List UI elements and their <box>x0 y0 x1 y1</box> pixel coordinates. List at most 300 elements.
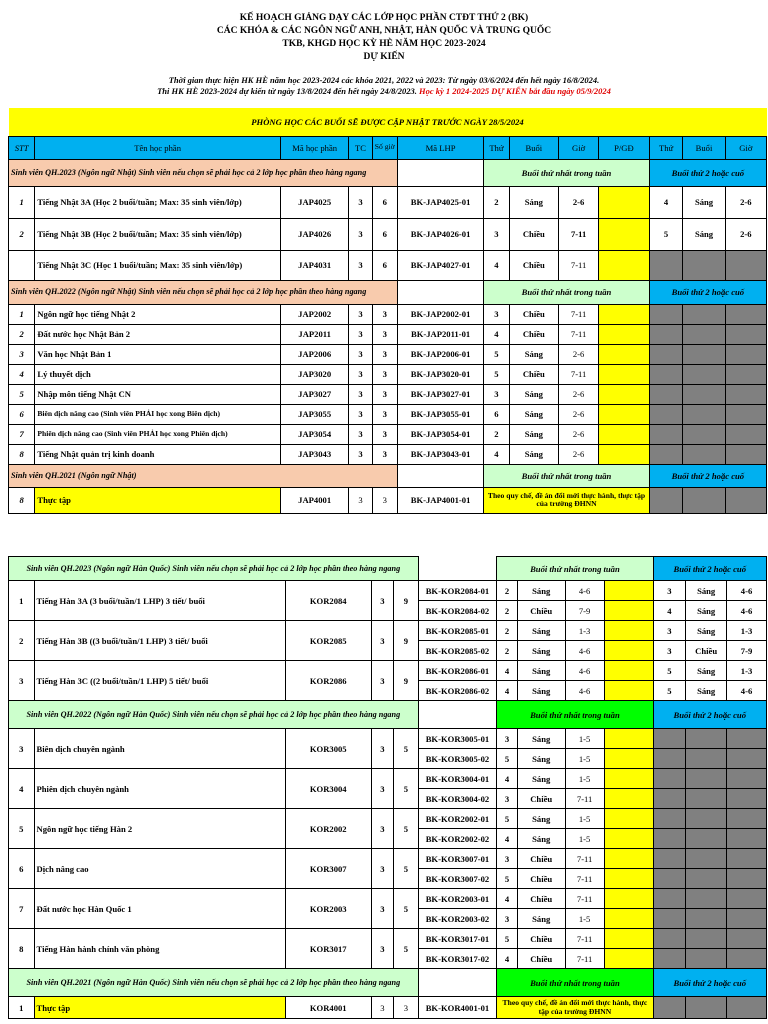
session: Sáng <box>517 641 565 661</box>
course-name: Tiếng Nhật 3A (Học 2 buổi/tuần; Max: 35 sinh viên/lớp) <box>35 186 281 218</box>
spacer <box>418 701 497 729</box>
room <box>604 749 653 769</box>
course-code: KOR2086 <box>285 661 371 701</box>
session-2: Sáng <box>686 581 727 601</box>
table-row <box>9 969 767 997</box>
row-stt: 1 <box>9 186 35 218</box>
header-time-2: Giờ <box>725 136 766 159</box>
table-row <box>9 487 767 513</box>
semester-note: Học kỳ 1 2024-2025 DỰ KIẾN bắt đầu ngày 05/9/2024 <box>416 86 611 96</box>
day: 4 <box>497 661 517 681</box>
session-2 <box>683 404 725 424</box>
session-2 <box>683 344 725 364</box>
table-row <box>9 889 767 909</box>
course-name: Tiếng Hàn 3A (3 buổi/tuần/1 LHP) 3 tiết/ buổi <box>34 581 285 621</box>
class-code: BK-KOR2002-02 <box>418 829 497 849</box>
room-update-banner: PHÒNG HỌC CÁC BUỔI SẼ ĐƯỢC CẬP NHẬT TRƯỚC NGÀY 28/5/2024 <box>9 108 767 136</box>
doc-title-1: KẾ HOẠCH GIẢNG DẠY CÁC LỚP HỌC PHẦN CTĐT THỨ 2 (BK) <box>239 13 529 23</box>
day-2 <box>649 384 683 404</box>
session: Sáng <box>517 681 565 701</box>
table-row <box>9 159 767 186</box>
day: 2 <box>484 186 509 218</box>
spacer <box>397 159 483 186</box>
course-code: JAP3055 <box>280 404 349 424</box>
credits: 3 <box>371 581 393 621</box>
second-session-label: Buổi thứ 2 hoặc cuố <box>653 557 766 581</box>
session: Chiều <box>509 324 559 344</box>
time-2 <box>725 404 766 424</box>
session-2 <box>686 849 727 869</box>
session-2: Sáng <box>686 681 727 701</box>
group-title: Sinh viên QH.2022 (Ngôn ngữ Nhật) Sinh viên nếu chọn sẽ phải học cả 2 lớp học phần theo hàng ngang <box>9 280 398 304</box>
table-row <box>9 324 767 344</box>
course-code: KOR3005 <box>285 729 371 769</box>
table-row <box>9 997 767 1019</box>
credits: 3 <box>371 769 393 809</box>
room <box>604 789 653 809</box>
session: Sáng <box>517 829 565 849</box>
first-session-label: Buổi thứ nhất trong tuần <box>497 969 653 997</box>
time-2: 2-6 <box>725 186 766 218</box>
class-code: BK-JAP3055-01 <box>397 404 483 424</box>
session: Sáng <box>509 404 559 424</box>
day-2 <box>653 789 686 809</box>
course-name: Tiếng Hàn 3C ((2 buổi/tuần/1 LHP) 5 tiết/ buổi <box>34 661 285 701</box>
course-name: Tiếng Nhật 3B (Học 2 buổi/tuần; Max: 35 sinh viên/lớp) <box>35 218 281 250</box>
class-code: BK-JAP3054-01 <box>397 424 483 444</box>
credits: 3 <box>349 250 372 280</box>
course-code: JAP4026 <box>280 218 349 250</box>
hours: 5 <box>394 889 419 929</box>
time: 4-6 <box>565 661 604 681</box>
table-row <box>9 809 767 829</box>
class-code: BK-KOR2086-02 <box>418 681 497 701</box>
row-stt: 6 <box>9 849 35 889</box>
day: 2 <box>497 601 517 621</box>
time-2 <box>727 849 767 869</box>
time: 7-11 <box>565 889 604 909</box>
class-code: BK-KOR3007-02 <box>418 869 497 889</box>
session-2 <box>686 749 727 769</box>
session-2 <box>683 444 725 464</box>
credits: 3 <box>371 809 393 849</box>
table-row <box>9 108 767 136</box>
hours: 6 <box>372 250 397 280</box>
time: 7-11 <box>559 364 599 384</box>
day-2 <box>649 344 683 364</box>
room <box>604 641 653 661</box>
table-row <box>9 404 767 424</box>
row-stt: 2 <box>9 324 35 344</box>
course-code: JAP2006 <box>280 344 349 364</box>
hours: 5 <box>394 729 419 769</box>
course-name: Biên dịch nâng cao (Sinh viên PHẢI học xong Biên dịch) <box>35 404 281 424</box>
day: 3 <box>484 304 509 324</box>
day: 3 <box>497 729 517 749</box>
hours: 3 <box>372 324 397 344</box>
course-name: Thực tập <box>35 487 281 513</box>
table-row <box>9 424 767 444</box>
internship-rule: Theo quy chế, đề án đổi mới thực hành, thực tập của trường ĐHNN <box>484 487 649 513</box>
time: 2-6 <box>559 444 599 464</box>
time: 7-11 <box>565 869 604 889</box>
hours: 3 <box>372 444 397 464</box>
day-2: 5 <box>649 218 683 250</box>
room <box>599 304 650 324</box>
time-2 <box>727 829 767 849</box>
credits: 3 <box>349 424 372 444</box>
day-2 <box>653 929 686 949</box>
time-2 <box>727 949 767 969</box>
class-code: BK-KOR4001-01 <box>418 997 497 1019</box>
hours: 3 <box>372 344 397 364</box>
table-row <box>9 280 767 304</box>
hours: 5 <box>394 809 419 849</box>
class-code: BK-KOR3004-01 <box>418 769 497 789</box>
time: 2-6 <box>559 404 599 424</box>
table-row <box>9 444 767 464</box>
class-code: BK-KOR2086-01 <box>418 661 497 681</box>
doc-title-2: CÁC KHÓA & CÁC NGÔN NGỮ ANH, NHẬT, HÀN QUỐC VÀ TRUNG QUỐC <box>216 26 552 36</box>
table-row <box>9 344 767 364</box>
room <box>599 324 650 344</box>
first-session-label: Buổi thứ nhất trong tuần <box>497 701 653 729</box>
session-2: Sáng <box>686 601 727 621</box>
day: 3 <box>484 384 509 404</box>
session-2 <box>686 829 727 849</box>
time: 1-5 <box>565 769 604 789</box>
room <box>599 444 650 464</box>
time: 2-6 <box>559 186 599 218</box>
course-name: Phiên dịch nâng cao (Sinh viên PHẢI học xong Phiên dịch) <box>35 424 281 444</box>
class-code: BK-JAP3020-01 <box>397 364 483 384</box>
row-stt: 2 <box>9 621 35 661</box>
hours: 6 <box>372 218 397 250</box>
room <box>599 404 650 424</box>
day: 4 <box>484 250 509 280</box>
time: 1-3 <box>565 621 604 641</box>
time-2 <box>727 749 767 769</box>
time-2 <box>725 250 766 280</box>
row-stt: 7 <box>9 889 35 929</box>
credits: 3 <box>349 304 372 324</box>
class-code: BK-JAP4027-01 <box>397 250 483 280</box>
time: 1-5 <box>565 809 604 829</box>
course-name: Phiên dịch chuyên ngành <box>34 769 285 809</box>
course-code: KOR3004 <box>285 769 371 809</box>
class-code: BK-KOR2002-01 <box>418 809 497 829</box>
class-code: BK-JAP2006-01 <box>397 344 483 364</box>
day: 5 <box>484 364 509 384</box>
table-row <box>9 218 767 250</box>
day-2 <box>653 849 686 869</box>
session-2: Chiều <box>686 641 727 661</box>
hours: 9 <box>394 621 419 661</box>
day: 4 <box>497 769 517 789</box>
row-stt: 8 <box>9 444 35 464</box>
class-code: BK-KOR3005-01 <box>418 729 497 749</box>
row-stt: 5 <box>9 809 35 849</box>
day: 2 <box>497 581 517 601</box>
time-2 <box>725 304 766 324</box>
time-2 <box>725 364 766 384</box>
time-2 <box>727 869 767 889</box>
session-2: Sáng <box>686 661 727 681</box>
day-2 <box>649 424 683 444</box>
time: 7-11 <box>565 849 604 869</box>
row-stt: 3 <box>9 344 35 364</box>
course-name: Tiếng Nhật 3C (Học 1 buổi/tuần; Max: 35 sinh viên/lớp) <box>35 250 281 280</box>
time: 2-6 <box>559 384 599 404</box>
table-row <box>9 384 767 404</box>
course-name: Dịch nâng cao <box>34 849 285 889</box>
session-2 <box>686 789 727 809</box>
course-name: Đất nước học Hàn Quốc 1 <box>34 889 285 929</box>
session-2: Sáng <box>683 218 725 250</box>
hours: 5 <box>394 929 419 969</box>
time-2 <box>725 444 766 464</box>
credits: 3 <box>371 997 393 1019</box>
day-2 <box>653 869 686 889</box>
credits: 3 <box>371 621 393 661</box>
row-stt: 6 <box>9 404 35 424</box>
credits: 3 <box>349 384 372 404</box>
room <box>599 384 650 404</box>
class-code: BK-KOR2003-02 <box>418 909 497 929</box>
header-course-code: Mã học phần <box>280 136 349 159</box>
korean-schedule-table <box>8 556 767 1019</box>
day-2: 3 <box>653 621 686 641</box>
credits: 3 <box>349 487 372 513</box>
class-code: BK-JAP3043-01 <box>397 444 483 464</box>
schedule-note-1: Thời gian thực hiện HK HÈ năm học 2023-2024 các khóa 2021, 2022 và 2023: Từ ngày 03/6/2024 đến hết ngày 16/8/2024. <box>168 75 600 85</box>
hours: 3 <box>372 304 397 324</box>
session-2 <box>686 729 727 749</box>
day-2 <box>653 889 686 909</box>
time-2 <box>725 487 766 513</box>
class-code: BK-KOR2003-01 <box>418 889 497 909</box>
session: Chiều <box>517 601 565 621</box>
course-code: KOR2085 <box>285 621 371 661</box>
hours: 6 <box>372 186 397 218</box>
class-code: BK-KOR3005-02 <box>418 749 497 769</box>
day: 2 <box>497 641 517 661</box>
row-stt: 1 <box>9 997 35 1019</box>
doc-title-4: DỰ KIẾN <box>363 52 405 62</box>
header-session: Buổi <box>509 136 559 159</box>
time-2 <box>727 769 767 789</box>
table-row <box>9 661 767 681</box>
session: Sáng <box>509 444 559 464</box>
session: Sáng <box>509 344 559 364</box>
time-2: 4-6 <box>727 681 767 701</box>
course-name: Tiếng Nhật quản trị kinh doanh <box>35 444 281 464</box>
credits: 3 <box>349 344 372 364</box>
course-name: Nhập môn tiếng Nhật CN <box>35 384 281 404</box>
credits: 3 <box>371 661 393 701</box>
course-code: JAP3043 <box>280 444 349 464</box>
day-2: 4 <box>653 601 686 621</box>
room <box>604 809 653 829</box>
doc-title-3: TKB, KHGD HỌC KỲ HÈ NĂM HỌC 2023-2024 <box>282 39 486 49</box>
credits: 3 <box>349 444 372 464</box>
session: Sáng <box>509 384 559 404</box>
time: 1-5 <box>565 829 604 849</box>
course-code: JAP3020 <box>280 364 349 384</box>
session-2 <box>686 909 727 929</box>
header-room: P/GĐ <box>599 136 650 159</box>
row-stt: 3 <box>9 661 35 701</box>
day: 2 <box>497 621 517 641</box>
schedule-note-2 <box>0 86 768 97</box>
header-session-2: Buổi <box>683 136 725 159</box>
day-2 <box>649 444 683 464</box>
course-name: Ngôn ngữ học tiếng Nhật 2 <box>35 304 281 324</box>
spacer <box>418 969 497 997</box>
day-2 <box>649 404 683 424</box>
course-name: Ngôn ngữ học tiếng Hàn 2 <box>34 809 285 849</box>
session-2: Sáng <box>686 621 727 641</box>
session-2 <box>683 364 725 384</box>
room <box>599 250 650 280</box>
day-2 <box>653 949 686 969</box>
day-2 <box>649 304 683 324</box>
class-code: BK-JAP2002-01 <box>397 304 483 324</box>
room <box>604 929 653 949</box>
credits: 3 <box>371 889 393 929</box>
course-name: Văn học Nhật Bản 1 <box>35 344 281 364</box>
session: Sáng <box>509 186 559 218</box>
session: Sáng <box>517 661 565 681</box>
session-2 <box>683 424 725 444</box>
day-2: 4 <box>649 186 683 218</box>
hours: 9 <box>394 581 419 621</box>
row-stt: 4 <box>9 364 35 384</box>
table-row <box>9 929 767 949</box>
day-2 <box>653 769 686 789</box>
session: Chiều <box>517 949 565 969</box>
table-row <box>9 621 767 641</box>
hours: 3 <box>372 424 397 444</box>
room <box>604 581 653 601</box>
room <box>599 344 650 364</box>
class-code: BK-KOR3017-01 <box>418 929 497 949</box>
time-2 <box>725 324 766 344</box>
second-session-label: Buổi thứ 2 hoặc cuố <box>649 464 766 487</box>
hours: 3 <box>394 997 419 1019</box>
session-2 <box>686 769 727 789</box>
credits: 3 <box>371 729 393 769</box>
room <box>604 869 653 889</box>
room <box>604 769 653 789</box>
group-title: Sinh viên QH.2023 (Ngôn ngữ Nhật) Sinh viên nếu chọn sẽ phải học cả 2 lớp học phần theo hàng ngang <box>9 159 398 186</box>
table-row <box>9 250 767 280</box>
day: 3 <box>497 789 517 809</box>
time: 2-6 <box>559 344 599 364</box>
day-2: 3 <box>653 641 686 661</box>
first-session-label: Buổi thứ nhất trong tuần <box>484 464 649 487</box>
group-title: Sinh viên QH.2023 (Ngôn ngữ Hàn Quốc) Sinh viên nếu chọn sẽ phải học cả 2 lớp học phần theo hàng ngang <box>9 557 419 581</box>
exam-note: Thi HK HÈ 2023-2024 dự kiến từ ngày 13/8/2024 đến hết ngày 24/8/2023. <box>157 86 417 96</box>
room <box>604 661 653 681</box>
spacer <box>397 280 483 304</box>
credits: 3 <box>371 929 393 969</box>
japanese-schedule-table <box>8 108 767 514</box>
row-stt: 4 <box>9 769 35 809</box>
course-code: JAP4025 <box>280 186 349 218</box>
day-2 <box>653 909 686 929</box>
credits: 3 <box>349 324 372 344</box>
day-2 <box>653 729 686 749</box>
session: Sáng <box>517 809 565 829</box>
header-day-2: Thứ <box>649 136 683 159</box>
time-2: 4-6 <box>727 601 767 621</box>
day: 4 <box>484 324 509 344</box>
header-stt: STT <box>9 136 35 159</box>
day: 5 <box>497 809 517 829</box>
session: Chiều <box>509 218 559 250</box>
class-code: BK-KOR2084-02 <box>418 601 497 621</box>
course-code: KOR3017 <box>285 929 371 969</box>
time: 4-6 <box>565 641 604 661</box>
class-code: BK-KOR2085-02 <box>418 641 497 661</box>
table-row <box>9 557 767 581</box>
day-2 <box>649 250 683 280</box>
hours: 9 <box>394 661 419 701</box>
session: Sáng <box>509 424 559 444</box>
room <box>604 889 653 909</box>
session-2 <box>683 304 725 324</box>
session: Chiều <box>509 304 559 324</box>
session-2 <box>683 487 725 513</box>
time-2 <box>725 344 766 364</box>
course-name: Biên dịch chuyên ngành <box>34 729 285 769</box>
table-row <box>9 304 767 324</box>
session: Sáng <box>517 729 565 749</box>
header-credits: TC <box>349 136 372 159</box>
first-session-label: Buổi thứ nhất trong tuần <box>484 280 649 304</box>
session: Chiều <box>509 250 559 280</box>
table-row <box>9 464 767 487</box>
table-row <box>9 849 767 869</box>
class-code: BK-JAP4001-01 <box>397 487 483 513</box>
class-code: BK-JAP4025-01 <box>397 186 483 218</box>
room <box>599 424 650 444</box>
second-session-label: Buổi thứ 2 hoặc cuố <box>653 701 766 729</box>
time: 7-11 <box>559 218 599 250</box>
row-stt: 3 <box>9 729 35 769</box>
day-2: 5 <box>653 681 686 701</box>
session: Chiều <box>517 849 565 869</box>
session: Chiều <box>517 929 565 949</box>
hours: 5 <box>394 849 419 889</box>
time: 1-5 <box>565 909 604 929</box>
hours: 3 <box>372 364 397 384</box>
row-stt: 5 <box>9 384 35 404</box>
day-2 <box>649 364 683 384</box>
session-2 <box>683 384 725 404</box>
table-row <box>9 701 767 729</box>
room <box>599 364 650 384</box>
class-code: BK-JAP4026-01 <box>397 218 483 250</box>
time-2: 1-3 <box>727 621 767 641</box>
time: 1-5 <box>565 749 604 769</box>
hours: 3 <box>372 487 397 513</box>
row-stt: 7 <box>9 424 35 444</box>
day: 4 <box>484 444 509 464</box>
time-2 <box>727 729 767 749</box>
spacer <box>397 464 483 487</box>
